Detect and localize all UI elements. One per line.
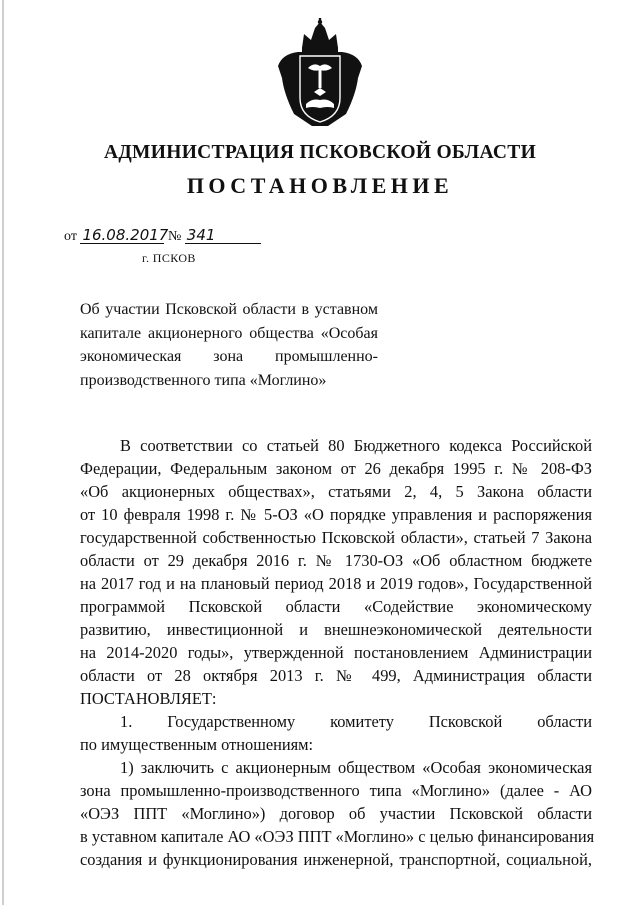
body-line: создания и функционирования инженерной, транспортной, социальной,	[80, 850, 592, 869]
body-line: программой Псковской области «Содействие экономическому	[80, 597, 592, 616]
body-line: В соответствии со статьей 80 Бюджетного кодекса Российской	[120, 436, 592, 455]
body-line: развитию, инвестиционной и внешнеэкономической деятельности	[80, 620, 592, 639]
document-number: 341	[185, 227, 261, 244]
subject-line: экономическая зона промышленно-	[80, 348, 378, 365]
scan-edge	[2, 0, 4, 905]
body-line: в уставном капитале АО «ОЭЗ ППТ «Моглино» с целью финансирования	[80, 827, 595, 846]
document-date: 16.08.2017	[82, 226, 169, 244]
body-line: области от 29 декабря 2016 г. № 1730-ОЗ «Об областном бюджете	[80, 551, 592, 570]
body-line: «ОЭЗ ППТ «Моглино») договор об участии Псковской области	[80, 804, 592, 823]
city-label: г. ПСКОВ	[142, 251, 196, 265]
number-prefix: №	[167, 229, 182, 244]
body-line: ПОСТАНОВЛЯЕТ:	[80, 689, 217, 708]
date-prefix: от	[64, 229, 77, 244]
document-subject	[80, 298, 378, 392]
subject-line: производственного типа «Моглино»	[80, 371, 327, 389]
document-type-title: ПОСТАНОВЛЕНИЕ	[186, 173, 454, 198]
body-line: Федерации, Федеральным законом от 26 декабря 1995 г. № 208-ФЗ	[80, 459, 592, 478]
body-line: по имущественным отношениям:	[80, 735, 314, 754]
date-number-line	[64, 227, 261, 245]
body-line: 1. Государственному комитету Псковской области	[120, 712, 592, 731]
body-line: зона промышленно-производственного типа «Моглино» (далее - АО	[80, 781, 592, 800]
subject-line: Об участии Псковской области в уставном	[80, 301, 378, 318]
body-line: от 10 февраля 1998 г. № 5-ОЗ «О порядке управления и распоряжения	[80, 505, 592, 524]
body-line: на 2014-2020 годы», утвержденной постановлением Администрации	[80, 643, 592, 662]
subject-line: капитале акционерного общества «Особая	[80, 324, 378, 342]
body-line: на 2017 год и на плановый период 2018 и 2019 годов», Государственной	[80, 574, 592, 593]
body-line: государственной собственностью Псковской области», статьей 7 Закона	[80, 528, 592, 547]
pskov-coat-of-arms-icon	[268, 18, 372, 130]
body-line: 1) заключить с акционерным обществом «Особая экономическая	[120, 758, 592, 777]
document-body	[80, 434, 595, 871]
body-line: области от 28 октября 2013 г. № 499, Администрация области	[80, 666, 592, 685]
body-line: «Об акционерных обществах», статьями 2, 4, 5 Закона области	[80, 482, 592, 501]
organization-title: АДМИНИСТРАЦИЯ ПСКОВСКОЙ ОБЛАСТИ	[103, 142, 537, 163]
